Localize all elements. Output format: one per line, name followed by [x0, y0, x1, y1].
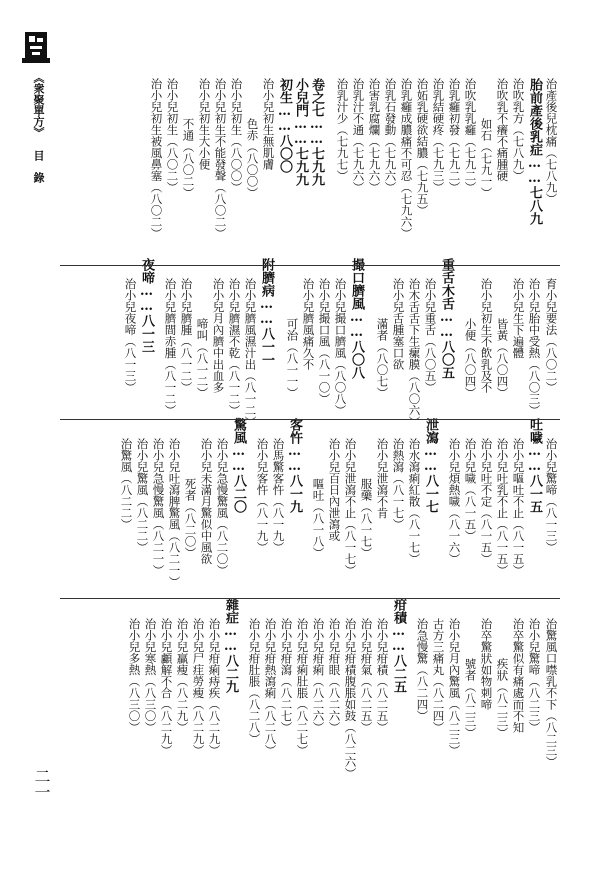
toc-entry: 治小兒初生無肌膚 — [261, 78, 276, 170]
toc-entry: 治小兒吐不定（八一五） — [479, 438, 494, 565]
toc-entry: 治小兒臍濕不乾（八一二） — [227, 278, 242, 416]
toc-entry: 治小兒吐瀉脾驚風（八二一） — [167, 438, 182, 588]
toc-heading: 驚風……八二〇 — [231, 418, 246, 513]
toc-entry: 治小兒疳痢痔疾（八二九） — [207, 618, 222, 756]
toc-entry: 治小兒尸疰勞瘦（八二九） — [191, 618, 206, 756]
publisher-seal — [22, 28, 52, 66]
toc-entry: 小便（八〇四） — [463, 318, 478, 399]
toc-entry: 治小兒疳瀉（八二七） — [279, 618, 294, 733]
toc-entry: 治小兒驚啼（八一三） — [544, 438, 559, 553]
toc-heading: 吐噦……八一五 — [527, 418, 542, 513]
toc-entry: 治乳石發動（七九六） — [383, 78, 398, 193]
toc-entry: 治卒驚狀如物刺啼 — [479, 618, 494, 710]
toc-entry: 治小兒重舌（八〇五） — [423, 278, 438, 393]
toc-entry: 古方三痛丸（八二四） — [431, 618, 446, 733]
toc-entry: 治小兒驚啼（八二三） — [527, 618, 542, 733]
toc-entry: 治小兒急慢驚風（八二〇） — [215, 438, 230, 576]
toc-entry: 治小兒舌腫塞口欲 — [391, 278, 406, 370]
toc-entry: 治水瀉痢紅散（八一七） — [407, 438, 422, 565]
toc-entry: 治小兒疳熱瀉痢（八二八） — [263, 618, 278, 756]
toc-heading: 撮口臍風……八〇八 — [349, 258, 364, 379]
toc-entry: 治驚風口噤乳不下（八二三） — [544, 618, 559, 768]
toc-entry: 死者（八二〇） — [183, 478, 198, 559]
toc-entry: 治小兒泄瀉不肯 — [375, 438, 390, 519]
toc-entry: 治小兒撮口風（八一〇） — [317, 278, 332, 405]
toc-entry: 治小兒急慢驚風（八二一） — [151, 438, 166, 576]
toc-entry: 治小兒客忤（八一九） — [255, 438, 270, 553]
section-title: 目 錄 — [32, 150, 45, 183]
toc-entry: 育小兒要法（八〇二） — [544, 278, 559, 393]
toc-entry: 治小兒臍風痛久不 — [301, 278, 316, 370]
toc-entry: 治乳汁少（七九七） — [335, 78, 350, 182]
toc-entry: 治小兒疳眼（八二六） — [327, 618, 342, 733]
toc-entry: 治小兒月內臍中出血多 — [211, 278, 226, 393]
toc-heading: 小兒門……七九九 — [293, 78, 308, 186]
book-title: 《衆聚單方》 — [32, 72, 45, 138]
toc-entry: 治小兒月內驚風（八二三） — [447, 618, 462, 756]
toc-entry: 治小兒多熱（八三〇） — [127, 618, 142, 733]
page-number: 二一 — [32, 768, 51, 800]
toc-entry: 治小兒生下遍體 — [511, 278, 526, 359]
toc-entry: 治小兒撮口臍風（八〇八） — [333, 278, 348, 416]
toc-entry: 嘔吐（八一八） — [311, 478, 326, 559]
toc-entry: 如石（七九一） — [479, 118, 494, 199]
toc-entry: 治小兒胎中受熱（八〇三） — [527, 278, 542, 416]
toc-entry: 治小兒疳積（八二五） — [375, 618, 390, 733]
toc-entry: 治小兒驚風（八二二） — [135, 438, 150, 553]
toc-entry: 治小兒泄瀉不止（八一七） — [343, 438, 358, 576]
toc-entry: 可治（八一一） — [285, 318, 300, 399]
toc-entry: 治乳汁不通（七九六） — [351, 78, 366, 193]
toc-entry: 治妬乳硬欲結膿（七九五） — [415, 78, 430, 216]
toc-entry: 色赤（八〇〇） — [245, 118, 260, 199]
toc-entry: 治吹乳乳癰（七九二） — [463, 78, 478, 193]
toc-heading: 初生……八〇〇 — [277, 78, 292, 173]
seal-icon — [22, 28, 52, 66]
toc-entry: 治產後兒枕痛（七八九） — [544, 78, 559, 205]
toc-entry: 疾狀（八二三） — [495, 658, 510, 739]
toc-entry: 治小兒臍間赤腫（八一二） — [163, 278, 178, 416]
toc-heading: 泄瀉……八一七 — [423, 418, 438, 513]
toc-entry: 治小兒顱解不合（八二九） — [159, 618, 174, 756]
toc-entry: 治卒驚似有痛處而不知 — [511, 618, 526, 733]
toc-entry: 治害乳腐爛（七九六） — [367, 78, 382, 193]
toc-entry: 治小兒疳肚脹（八二八） — [247, 618, 262, 745]
toc-entry: 治乳結硬疼（七九三） — [431, 78, 446, 193]
divider-1 — [60, 265, 560, 266]
toc-heading: 客忤……八一九 — [287, 418, 302, 513]
toc-entry: 皆黃（八〇四） — [495, 318, 510, 399]
toc-entry: 服藥（八一七） — [359, 478, 374, 559]
toc-entry: 治小兒疳氣（八二五） — [359, 618, 374, 733]
toc-entry: 治小兒初生被風鼻塞（八〇二） — [149, 78, 164, 239]
toc-entry: 治急慢驚（八二四） — [415, 618, 430, 722]
divider-3 — [60, 598, 560, 599]
toc-entry: 治乳癰初發（七九二） — [447, 78, 462, 193]
toc-entry: 治小兒贏瘦（八二九） — [175, 618, 190, 733]
toc-entry: 治小兒臍腫（八一二） — [179, 278, 194, 393]
toc-heading: 疳積……八二五 — [391, 598, 406, 693]
toc-entry: 治熱瀉（八一七） — [391, 438, 406, 530]
toc-entry: 治吹乳方（七八九） — [511, 78, 526, 182]
toc-entry: 治小兒百日內泄瀉或 — [327, 438, 342, 542]
toc-entry: 治小兒夜啼（八一三） — [123, 278, 138, 393]
toc-entry: 治小兒初生（八〇〇） — [229, 78, 244, 193]
toc-heading: 胎前產後乳症……七八九 — [527, 78, 542, 225]
toc-heading: 夜啼……八一三 — [139, 258, 154, 353]
toc-entry: 治小兒寒熱（八三〇） — [143, 618, 158, 733]
toc-entry: 治乳癰成膿痛不可忍（七九六） — [399, 78, 414, 239]
toc-heading: 重舌木舌……八〇五 — [439, 258, 454, 379]
toc-heading: 附臍病……八一一 — [259, 258, 274, 366]
toc-entry: 治小兒疳痢肚脹（八二七） — [295, 618, 310, 756]
toc-entry: 治小兒吐乳不止（八一五） — [495, 438, 510, 576]
toc-entry: 啼叫（八一二） — [195, 318, 210, 399]
toc-entry: 治小兒疳積腹脹如鼓（八二六） — [343, 618, 358, 779]
toc-entry: 不通（八〇二） — [181, 118, 196, 199]
toc-entry: 治小兒初生（八〇二） — [165, 78, 180, 193]
toc-entry: 號者（八二三） — [463, 658, 478, 739]
toc-entry: 治馬驚客忤（八一九） — [271, 438, 286, 553]
toc-entry: 治木舌舌下生瘰膜（八〇六） — [407, 278, 422, 428]
toc-heading: 雜症……八二九 — [223, 598, 238, 693]
toc-heading: 卷之七……七九九 — [309, 78, 324, 186]
toc-entry: 治小兒嘔吐不止（八一五） — [511, 438, 526, 576]
divider-2 — [60, 419, 560, 420]
toc-entry: 治小兒初生不飲乳及不 — [479, 278, 494, 393]
toc-entry: 治小兒初生不能發聲（八〇二） — [213, 78, 228, 239]
toc-entry: 滿者（八〇七） — [375, 318, 390, 399]
toc-entry: 治小兒噦（八一五） — [463, 438, 478, 542]
toc-entry: 治小兒煩熱噦（八一六） — [447, 438, 462, 565]
toc-entry: 治小兒未滿月驚似中風欲 — [199, 438, 214, 565]
toc-entry: 治小兒疳痢（八二六） — [311, 618, 326, 733]
toc-entry: 治驚風（八二二） — [119, 438, 134, 530]
toc-entry: 治小兒臍風濕汁出（八一二） — [243, 278, 258, 428]
toc-entry: 治小兒初生大小便 — [197, 78, 212, 170]
toc-entry: 治吹乳不癢不痛腫硬 — [495, 78, 510, 182]
